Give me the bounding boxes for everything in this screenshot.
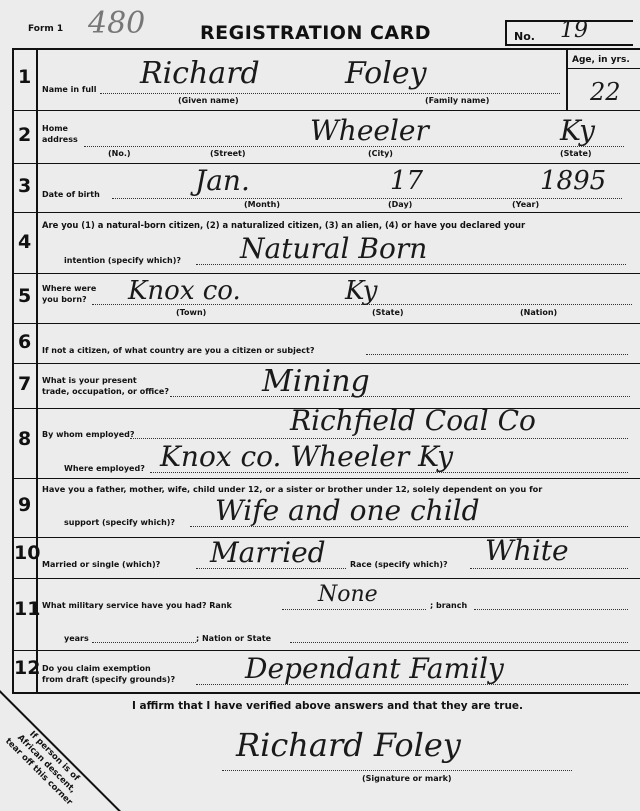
birthplace-town-caption: (Town) [176, 308, 207, 317]
name-label: Name in full [42, 85, 97, 94]
home-label-line2: address [42, 135, 78, 144]
marital-value: Married [210, 536, 326, 569]
not-citizen-label: If not a citizen, of what country are you a citizen or subject? [42, 346, 315, 355]
row-number: 1 [18, 66, 32, 88]
home-no-caption: (No.) [108, 149, 131, 158]
occupation-label-line2: trade, occupation, or office? [42, 387, 169, 396]
birthplace-label-line2: you born? [42, 295, 87, 304]
row-number: 7 [18, 373, 32, 395]
affirmation-text: I affirm that I have verified above answers and that they are true. [132, 700, 524, 712]
row-number: 3 [18, 175, 32, 197]
race-fill-line [470, 568, 628, 569]
race-label: Race (specify which)? [350, 560, 448, 569]
exemption-label-line2: from draft (specify grounds)? [42, 675, 176, 684]
exemption-label-line1: Do you claim exemption [42, 664, 151, 673]
signature-value: Richard Foley [236, 726, 461, 764]
birthplace-label-line1: Where were [42, 284, 97, 293]
row-number: 5 [18, 285, 32, 307]
military-rank-value: None [318, 582, 378, 607]
age-value: 22 [590, 78, 621, 106]
citizen-question: Are you (1) a natural-born citizen, (2) a naturalized citizen, (3) an alien, (4) or have you declared your [42, 220, 526, 230]
row-separator [12, 212, 640, 213]
frame-bottom [12, 692, 640, 694]
row-number: 11 [14, 598, 41, 620]
employer-by-fill-line [130, 438, 628, 439]
row-number: 9 [18, 494, 32, 516]
citizen-label: intention (specify which)? [64, 256, 182, 265]
age-box-divider [566, 48, 568, 110]
card-title: REGISTRATION CARD [200, 22, 432, 44]
signature-line [222, 770, 572, 771]
birthplace-state-caption: (State) [372, 308, 404, 317]
dob-day-value: 17 [390, 166, 424, 196]
dob-month-caption: (Month) [244, 200, 280, 209]
military-branch-label: ; branch [430, 601, 468, 610]
family-name-caption: (Family name) [425, 96, 490, 105]
race-value: White [485, 534, 569, 567]
occupation-value: Mining [262, 364, 370, 399]
dob-year-value: 1895 [540, 166, 607, 196]
military-nation-label: ; Nation or State [196, 634, 272, 643]
dependents-label: support (specify which)? [64, 518, 176, 527]
corner-note: If person is of African descent, tear off this corner [3, 729, 82, 808]
home-state-value: Ky [560, 114, 595, 147]
exemption-value: Dependant Family [245, 652, 504, 685]
home-state-caption: (State) [560, 149, 592, 158]
row-separator [12, 110, 640, 111]
frame-left [12, 48, 14, 692]
dob-fill-line [112, 198, 622, 199]
employer-where-value: Knox co. Wheeler Ky [160, 440, 454, 473]
age-label: Age, in yrs. [572, 55, 630, 65]
row-separator [12, 650, 640, 651]
military-label: What military service have you had? Rank [42, 601, 232, 610]
dob-day-caption: (Day) [388, 200, 413, 209]
not-citizen-fill-line [366, 354, 628, 355]
given-name-value: Richard [140, 56, 260, 91]
employer-where-label: Where employed? [64, 464, 145, 473]
dependents-question: Have you a father, mother, wife, child under 12, or a sister or brother under 12, solely dependent on you for [42, 484, 543, 494]
citizen-value: Natural Born [240, 232, 428, 265]
name-fill-line [100, 93, 560, 94]
handwritten-serial: 480 [88, 6, 146, 41]
birthplace-town-value: Knox co. [128, 276, 241, 306]
row-separator [12, 323, 640, 324]
home-city-caption: (City) [368, 149, 393, 158]
military-years-label: years [64, 634, 89, 643]
home-city-value: Wheeler [310, 114, 429, 147]
dependents-value: Wife and one child [215, 494, 480, 527]
row-separator [12, 578, 640, 579]
signature-caption: (Signature or mark) [362, 774, 452, 783]
number-column-divider [36, 48, 38, 692]
row-number: 8 [18, 428, 32, 450]
frame-top [12, 48, 640, 50]
marital-label: Married or single (which)? [42, 560, 161, 569]
employer-by-value: Richfield Coal Co [290, 404, 536, 437]
employer-by-label: By whom employed? [42, 430, 135, 439]
military-nation-fill-line [290, 642, 628, 643]
row-number: 12 [14, 657, 41, 679]
birthplace-state-value: Ky [345, 276, 378, 306]
number-label: No. [514, 30, 535, 43]
form-label: Form 1 [28, 24, 64, 34]
row-separator [12, 163, 640, 164]
row-number: 6 [18, 331, 32, 353]
dob-year-caption: (Year) [512, 200, 540, 209]
dob-month-value: Jan. [195, 164, 250, 197]
occupation-fill-line [170, 396, 630, 397]
row-number: 2 [18, 124, 32, 146]
row-separator [12, 273, 640, 274]
military-years-fill-line [92, 642, 196, 643]
family-name-value: Foley [345, 56, 427, 91]
dob-label: Date of birth [42, 190, 100, 199]
row-number: 4 [18, 231, 32, 253]
military-rank-fill-line [282, 609, 426, 610]
occupation-label-line1: What is your present [42, 376, 137, 385]
birthplace-nation-caption: (Nation) [520, 308, 558, 317]
row-separator [12, 478, 640, 479]
home-street-caption: (Street) [210, 149, 246, 158]
age-box-line [568, 68, 640, 69]
row-number: 10 [14, 542, 41, 564]
military-branch-fill-line [474, 609, 628, 610]
given-name-caption: (Given name) [178, 96, 239, 105]
home-label-line1: Home [42, 124, 68, 133]
number-value: 19 [560, 18, 588, 43]
